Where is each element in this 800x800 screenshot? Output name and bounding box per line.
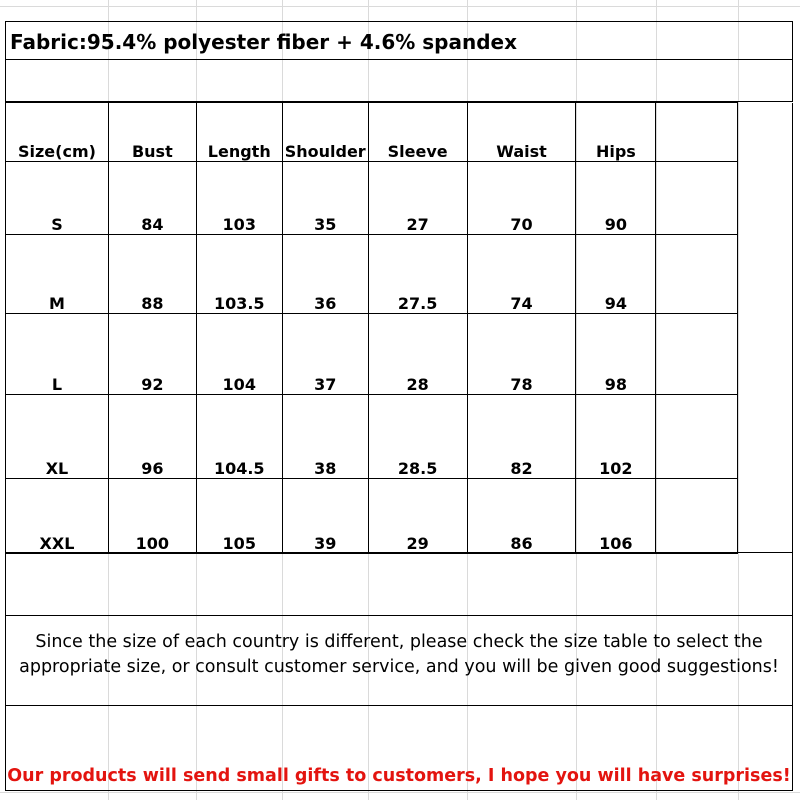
length-cell: 104 [196, 314, 282, 395]
size-notice-text [6, 630, 792, 680]
fabric-text: Fabric:95.4% polyester fiber + 4.6% spandex [10, 30, 518, 54]
bust-cell: 96 [108, 395, 196, 479]
waist-cell: 70 [467, 162, 576, 235]
length-cell: 103.5 [196, 235, 282, 314]
table-row [6, 162, 793, 235]
header-cell-bust: Bust [108, 103, 196, 162]
empty-cell [656, 479, 738, 554]
bust-cell: 88 [108, 235, 196, 314]
size-notice-line: appropriate size, or consult customer service, and you will be given good suggestions! [19, 657, 779, 677]
length-cell: 105 [196, 479, 282, 554]
size-cell: S [6, 162, 109, 235]
header-cell-sleeve: Sleeve [368, 103, 467, 162]
table-row [6, 395, 793, 479]
waist-cell: 78 [467, 314, 576, 395]
gift-message: Our products will send small gifts to customers, I hope you will have surprises! [7, 766, 791, 786]
size-notice-line: Since the size of each country is different, please check the size table to select the [35, 632, 763, 652]
hips-cell: 90 [576, 162, 656, 235]
table-row [6, 235, 793, 314]
header-cell-hips: Hips [576, 103, 656, 162]
waist-cell: 74 [467, 235, 576, 314]
size-cell: XL [6, 395, 109, 479]
size-cell: L [6, 314, 109, 395]
header-cell-length: Length [196, 103, 282, 162]
table-row [6, 314, 793, 395]
length-cell: 104.5 [196, 395, 282, 479]
size-chart-sheet [5, 21, 793, 791]
empty-cell [656, 314, 738, 395]
table-header-row [6, 103, 793, 162]
shoulder-cell: 39 [282, 479, 368, 554]
hips-cell: 102 [576, 395, 656, 479]
hips-cell: 106 [576, 479, 656, 554]
waist-cell: 86 [467, 479, 576, 554]
bust-cell: 84 [108, 162, 196, 235]
hips-cell: 98 [576, 314, 656, 395]
sleeve-cell: 28 [368, 314, 467, 395]
bust-cell: 100 [108, 479, 196, 554]
empty-cell [656, 235, 738, 314]
header-cell-shoulder: Shoulder [282, 103, 368, 162]
shoulder-cell: 35 [282, 162, 368, 235]
size-cell: M [6, 235, 109, 314]
empty-cell [656, 395, 738, 479]
sleeve-cell: 29 [368, 479, 467, 554]
waist-cell: 82 [467, 395, 576, 479]
hips-cell: 94 [576, 235, 656, 314]
bust-cell: 92 [108, 314, 196, 395]
empty-row [5, 552, 793, 616]
sleeve-cell: 27 [368, 162, 467, 235]
table-row [6, 479, 793, 554]
header-cell-waist: Waist [467, 103, 576, 162]
header-cell-empty [656, 103, 738, 162]
empty-cell [656, 162, 738, 235]
length-cell: 103 [196, 162, 282, 235]
shoulder-cell: 37 [282, 314, 368, 395]
right-empty-column [738, 103, 793, 554]
size-table [5, 102, 793, 554]
size-cell: XXL [6, 479, 109, 554]
empty-row [5, 60, 793, 102]
shoulder-cell: 38 [282, 395, 368, 479]
size-notice-row [5, 616, 793, 706]
sleeve-cell: 28.5 [368, 395, 467, 479]
gift-row [5, 706, 793, 791]
shoulder-cell: 36 [282, 235, 368, 314]
fabric-row [5, 21, 793, 60]
sleeve-cell: 27.5 [368, 235, 467, 314]
header-cell-size: Size(cm) [6, 103, 109, 162]
